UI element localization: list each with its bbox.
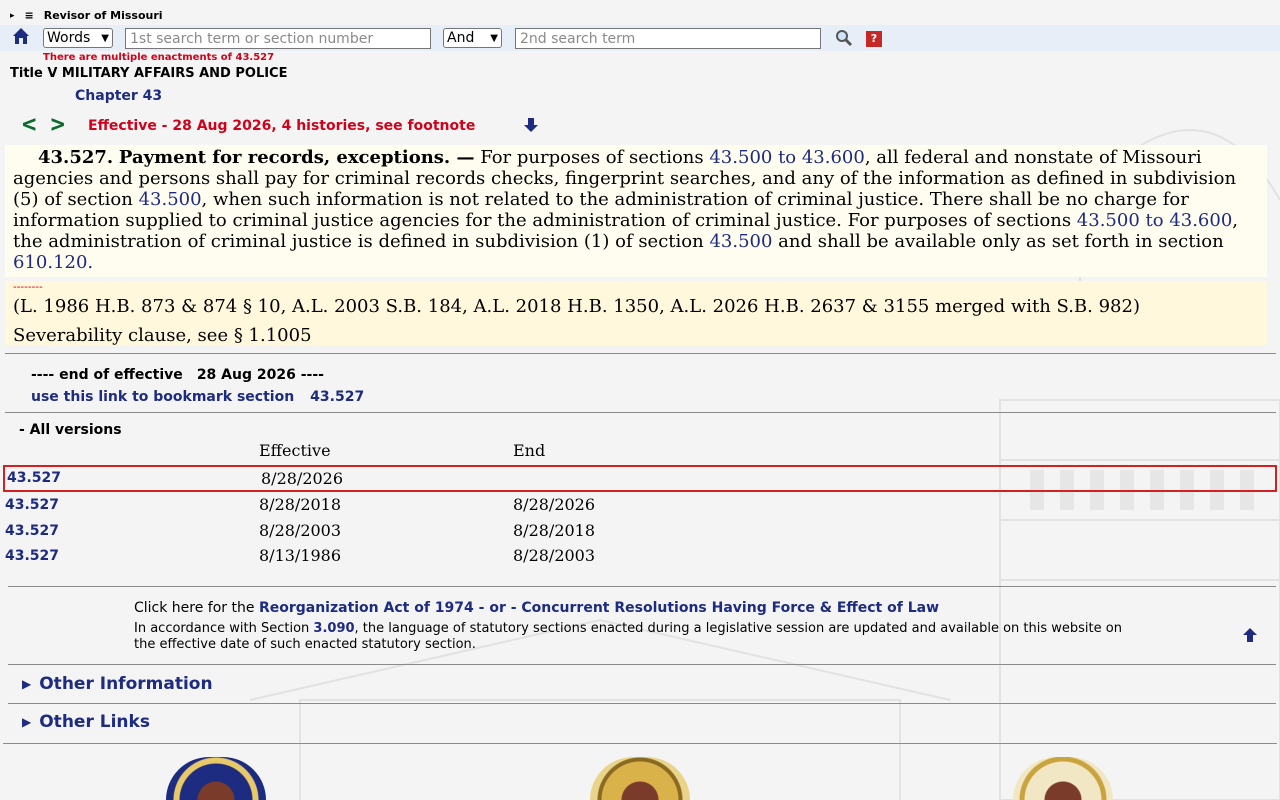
section-heading: Payment for records, exceptions. —: [118, 147, 475, 168]
first-search-input[interactable]: [125, 28, 431, 49]
previous-section-button[interactable]: <: [22, 110, 37, 138]
search-mode-value: Words: [47, 30, 91, 46]
reorganization-note: [134, 600, 939, 616]
expand-triangle-icon: ▶: [22, 715, 32, 729]
second-search-input[interactable]: [515, 28, 821, 49]
other-links-label[interactable]: Other Links: [39, 712, 150, 732]
reorganization-link[interactable]: Reorganization Act of 1974 - or - Concurrent Resolutions Having Force & Effect of Law: [258, 600, 940, 616]
statute-body-4: , the administration of criminal justice is defined in subdivision (1) of section: [13, 210, 1239, 252]
version-row[interactable]: [3, 545, 1277, 572]
title-breadcrumb[interactable]: Title V MILITARY AFFAIRS AND POLICE: [10, 66, 288, 81]
statute-body-2: , all federal and nonstate of Missouri agencies and persons shall pay for criminal records checks, fingerprint searches, and any of the information as defined in subdivision (5) of section: [13, 147, 1237, 210]
search-operator-value: And: [447, 30, 475, 46]
effective-banner: Effective - 28 Aug 2026, 4 histories, see footnote: [88, 118, 476, 134]
other-information-label[interactable]: Other Information: [39, 674, 213, 694]
history-text: (L. 1986 H.B. 873 & 874 § 10, A.L. 2003 S.B. 184, A.L. 2018 H.B. 1350, A.L. 2026 H.B. 2637 & 3155 merged with S.B. 982): [13, 296, 1140, 317]
version-section-link[interactable]: 43.527: [7, 470, 62, 486]
expand-triangle-icon: ▶: [22, 677, 32, 691]
other-information-toggle[interactable]: [22, 674, 213, 694]
bookmark-label[interactable]: use this link to bookmark section: [31, 389, 295, 405]
column-header-effective: Effective: [259, 441, 331, 460]
bookmark-link[interactable]: [31, 389, 380, 405]
next-section-button[interactable]: >: [50, 110, 65, 138]
version-end-date: 8/28/2018: [513, 521, 596, 540]
section-link[interactable]: 43.500 to 43.600: [1076, 210, 1233, 231]
menu-icon[interactable]: ≡: [24, 9, 34, 22]
search-toolbar: [0, 25, 1280, 51]
accordance-text-2: , the language of statutory sections enacted during a legislative session are updated and available on this website on the effective date of such enacted statutory section.: [134, 621, 1122, 652]
expand-icon[interactable]: ▸: [10, 10, 15, 21]
divider: [5, 412, 1276, 413]
section-number: 43.527.: [38, 147, 114, 168]
click-here-text: Click here for the: [134, 600, 259, 616]
divider: [8, 703, 1276, 704]
statute-body-1: For purposes of sections: [474, 147, 710, 168]
end-of-effective-date: 28 Aug 2026 ----: [196, 367, 324, 383]
bookmark-section[interactable]: 43.527: [310, 389, 365, 405]
column-header-end: End: [513, 441, 546, 460]
end-of-effective: [31, 367, 338, 383]
version-effective-date: 8/13/1986: [259, 546, 342, 565]
version-end-date: 8/28/2003: [513, 546, 596, 565]
divider: [3, 743, 1277, 744]
search-mode-select[interactable]: [43, 28, 113, 48]
house-seal-logo: [1013, 757, 1113, 800]
chevron-down-icon: ▼: [101, 32, 109, 44]
version-row-current[interactable]: [3, 465, 1277, 492]
accordance-text-1: In accordance with Section: [134, 621, 314, 636]
section-link[interactable]: 43.500 to 43.600: [709, 147, 865, 168]
version-effective-date: 8/28/2003: [259, 521, 342, 540]
chapter-link[interactable]: Chapter 43: [75, 88, 163, 104]
home-icon[interactable]: [11, 26, 31, 46]
version-effective-date: 8/28/2018: [259, 495, 342, 514]
version-end-date: 8/28/2026: [513, 495, 596, 514]
other-links-toggle[interactable]: [22, 712, 150, 732]
arrow-up-icon[interactable]: [1241, 626, 1259, 644]
statute-body-5: and shall be available only as set forth in section: [772, 231, 1224, 252]
version-section-link[interactable]: 43.527: [5, 497, 60, 513]
section-3090-link[interactable]: 3.090: [313, 621, 355, 636]
version-row[interactable]: [3, 494, 1277, 521]
search-icon[interactable]: [835, 29, 853, 47]
version-section-link[interactable]: 43.527: [5, 548, 60, 564]
search-operator-select[interactable]: [443, 28, 502, 48]
state-seal-logo: [590, 757, 690, 800]
end-of-effective-label: ---- end of effective: [31, 367, 183, 383]
site-title[interactable]: Revisor of Missouri: [43, 9, 163, 22]
divider: [5, 353, 1276, 354]
missouri-seal-logo: [166, 757, 266, 800]
divider: [8, 664, 1276, 665]
statute-body-3: , when such information is not related to the administration of criminal justice. There shall be no charge for information supplied to criminal justice agencies for the administration of criminal justice. For purposes of sections: [13, 189, 1189, 231]
site-header: [10, 9, 163, 22]
chevron-down-icon: ▼: [490, 32, 498, 44]
multiple-enactments-notice: There are multiple enactments of 43.527: [43, 52, 275, 63]
version-effective-date: 8/28/2026: [261, 469, 344, 488]
version-row[interactable]: [3, 520, 1277, 547]
section-navigation: [22, 110, 79, 138]
version-section-link[interactable]: 43.527: [5, 523, 60, 539]
section-link[interactable]: 43.500: [138, 189, 202, 210]
section-link[interactable]: 610.120.: [13, 252, 94, 273]
history-divider: --------: [13, 280, 43, 293]
divider: [8, 586, 1276, 587]
help-button[interactable]: ?: [866, 31, 882, 47]
all-versions-heading[interactable]: - All versions: [19, 422, 122, 438]
statute-text: [5, 145, 1267, 277]
history-box: [5, 281, 1267, 345]
severability-text: Severability clause, see § 1.1005: [13, 325, 312, 346]
accordance-note: [134, 621, 1134, 653]
arrow-down-icon[interactable]: [522, 116, 540, 134]
section-link[interactable]: 43.500: [709, 231, 773, 252]
